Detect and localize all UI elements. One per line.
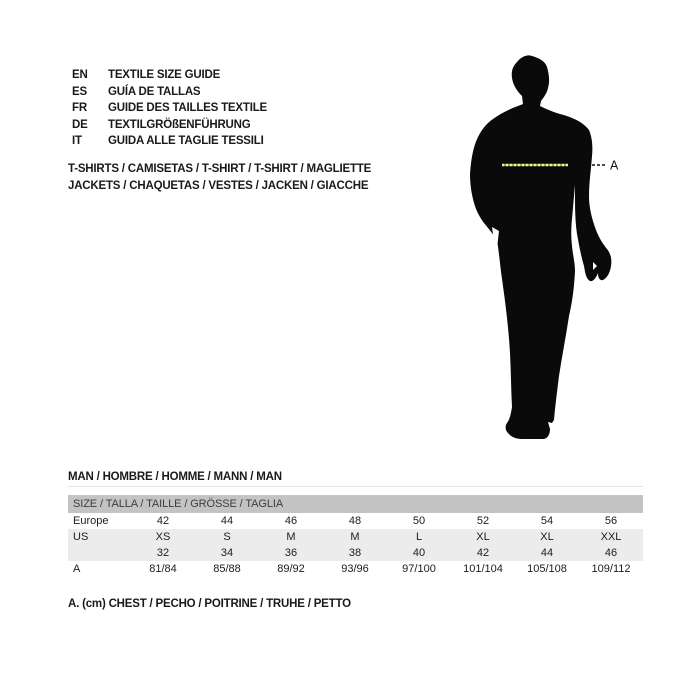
category-list [68, 161, 371, 195]
cell: 34 [195, 545, 259, 561]
cell: 36 [259, 545, 323, 561]
category-tshirts: T-SHIRTS / CAMISETAS / T-SHIRT / T-SHIRT / MAGLIETTE [68, 163, 372, 175]
cell: 44 [220, 515, 234, 527]
cell: XL [451, 529, 515, 545]
table-row-chest-a [68, 561, 643, 577]
cell: 46 [579, 545, 643, 561]
cell: 89/92 [277, 563, 305, 575]
size-table [68, 495, 643, 577]
cell: 42 [451, 545, 515, 561]
language-row-it [72, 133, 267, 150]
cell: 44 [515, 545, 579, 561]
cell: 52 [476, 515, 490, 527]
cell: M [323, 529, 387, 545]
cell: 54 [540, 515, 554, 527]
cell: 81/84 [149, 563, 177, 575]
cell: 46 [284, 515, 298, 527]
cell: 101/104 [463, 563, 503, 575]
cell: M [259, 529, 323, 545]
language-text: TEXTILGRÖßENFÜHRUNG [108, 118, 251, 131]
language-text: GUÍA DE TALLAS [108, 85, 201, 98]
table-row-europe [68, 513, 643, 529]
cell: 109/112 [591, 563, 631, 575]
section-title: MAN / HOMBRE / HOMME / MANN / MAN [68, 471, 282, 483]
language-text: GUIDE DES TAILLES TEXTILE [108, 102, 267, 114]
cell: S [195, 529, 259, 545]
man-figure [455, 50, 635, 450]
table-row-us [68, 529, 643, 545]
row-label: Europe [73, 515, 109, 527]
cell: 32 [131, 545, 195, 561]
language-code: FR [72, 102, 87, 114]
man-silhouette [470, 55, 611, 439]
row-label [68, 545, 131, 561]
cell: 56 [604, 515, 618, 527]
measurement-footnote: A. (cm) CHEST / PECHO / POITRINE / TRUHE / PETTO [68, 598, 351, 610]
language-text: GUIDA ALLE TAGLIE TESSILI [108, 135, 264, 147]
table-row-us-numeric [68, 545, 643, 561]
cell: L [387, 529, 451, 545]
table-top-rule [68, 486, 643, 487]
language-row-fr [72, 100, 267, 117]
row-label: A [73, 563, 81, 575]
language-code: EN [72, 69, 88, 81]
language-row-es [72, 84, 267, 101]
language-row-de [72, 117, 267, 134]
language-code: DE [72, 118, 88, 131]
table-header-label: SIZE / TALLA / TAILLE / GRÖSSE / TAGLIA [68, 495, 643, 513]
table-header-row [68, 495, 643, 513]
row-label: US [68, 529, 131, 545]
category-jackets: JACKETS / CHAQUETAS / VESTES / JACKEN / GIACCHE [68, 180, 369, 192]
cell: XS [131, 529, 195, 545]
cell: XL [515, 529, 579, 545]
cell: 105/108 [527, 563, 567, 575]
cell: 97/100 [402, 563, 436, 575]
cell: 93/96 [341, 563, 369, 575]
cell: 42 [156, 515, 170, 527]
language-code: IT [72, 135, 82, 147]
language-code: ES [72, 85, 87, 98]
measure-label-a: A [610, 158, 619, 173]
cell: 50 [412, 515, 426, 527]
language-row-en [72, 67, 267, 84]
language-text: TEXTILE SIZE GUIDE [108, 69, 221, 81]
cell: 48 [348, 515, 362, 527]
language-list [72, 67, 267, 150]
cell: XXL [579, 529, 643, 545]
cell: 38 [323, 545, 387, 561]
cell: 85/88 [213, 563, 241, 575]
cell: 40 [387, 545, 451, 561]
